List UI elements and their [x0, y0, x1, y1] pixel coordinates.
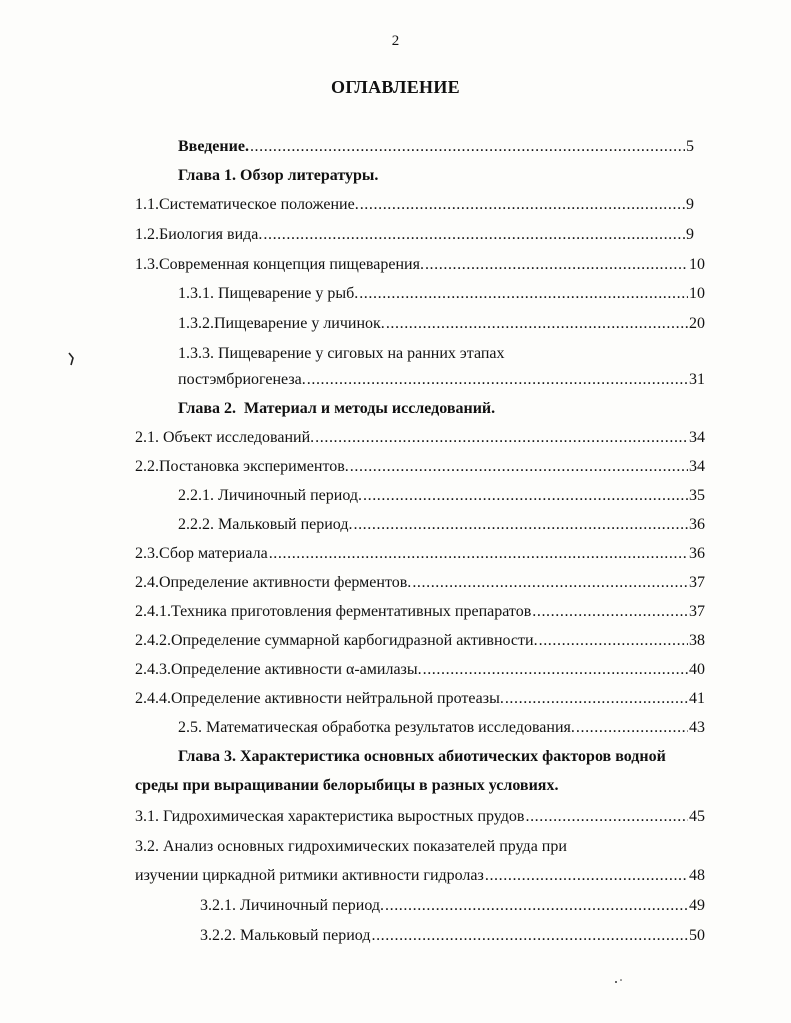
- toc-entry-page: 43: [689, 719, 705, 736]
- dot-leader: [359, 282, 688, 306]
- toc-entry-page: 40: [689, 661, 705, 678]
- toc-entry[interactable]: [135, 253, 705, 277]
- toc-entry-label: среды при выращивании белорыбицы в разных условиях.: [135, 777, 559, 794]
- toc-entry-page: 36: [689, 545, 705, 562]
- toc-entry[interactable]: [135, 864, 705, 888]
- dot-leader: [360, 193, 685, 217]
- toc-entry[interactable]: [135, 426, 705, 450]
- toc-entry-label: Глава 1. Обзор литературы.: [178, 167, 379, 184]
- toc-entry-label: Введение.: [178, 138, 249, 155]
- dot-leader: [525, 805, 688, 829]
- toc-entry[interactable]: [135, 223, 694, 247]
- scan-speck: [614, 978, 624, 984]
- dot-leader: [412, 571, 688, 595]
- toc-entry-label: 2.4.4.Определение активности нейтральной протеазы.: [135, 690, 504, 707]
- dot-leader: [485, 864, 688, 888]
- dot-leader: [532, 600, 688, 624]
- toc-entry-label: 2.4.3.Определение активности α-амилазы.: [135, 661, 422, 678]
- dot-leader: [263, 223, 685, 247]
- toc-entry-page: 34: [689, 458, 705, 475]
- toc-entry-label: 3.2. Анализ основных гидрохимических показателей пруда при: [135, 838, 567, 855]
- toc-entry-label: 2.3.Сбор материала: [135, 545, 268, 562]
- toc-entry-page: 49: [689, 897, 705, 914]
- toc-chapter-heading[interactable]: [178, 397, 495, 421]
- page-number: 2: [391, 33, 400, 49]
- toc-entry[interactable]: [178, 312, 705, 336]
- toc-entry-page: 48: [689, 867, 705, 884]
- toc-entry-page: 50: [689, 927, 705, 944]
- toc-entry-page: 37: [689, 574, 705, 591]
- dot-leader: [371, 924, 688, 948]
- toc-entry-continued[interactable]: [135, 835, 567, 859]
- toc-entry[interactable]: [178, 513, 705, 537]
- toc-entry-label: постэмбриогенеза.: [178, 371, 306, 388]
- dot-leader: [350, 455, 688, 479]
- toc-entry[interactable]: [135, 600, 705, 624]
- dot-leader: [576, 716, 688, 740]
- toc-entry-label: 3.1. Гидрохимическая характеристика выростных прудов: [135, 808, 525, 825]
- toc-entry-label: 2.2.2. Мальковый период.: [178, 516, 353, 533]
- page-title: ОГЛАВЛЕНИЕ: [331, 77, 460, 97]
- toc-entry-page: 10: [689, 285, 705, 302]
- toc-entry-page: 31: [689, 371, 705, 388]
- toc-entry[interactable]: [178, 484, 705, 508]
- dot-leader: [353, 513, 688, 537]
- toc-entry-label: изучении циркадной ритмики активности гидролаз: [135, 867, 484, 884]
- dot-leader: [363, 484, 688, 508]
- margin-pencil-mark: [67, 352, 75, 366]
- toc-entry-page: 20: [689, 315, 705, 332]
- dot-leader: [423, 658, 688, 682]
- toc-entry-page: 41: [689, 690, 705, 707]
- dot-leader: [425, 253, 688, 277]
- toc-entry[interactable]: [178, 135, 694, 159]
- toc-entry-label: 1.3.Современная концепция пищеварения.: [135, 256, 424, 273]
- toc-chapter-heading[interactable]: [178, 745, 666, 769]
- toc-entry[interactable]: [135, 571, 705, 595]
- toc-entry-label: 1.1.Систематическое положение.: [135, 196, 359, 213]
- toc-chapter-heading[interactable]: [178, 164, 378, 188]
- toc-entry-label: 2.4.Определение активности ферментов.: [135, 574, 412, 591]
- dot-leader: [505, 687, 688, 711]
- toc-entry-label: 1.2.Биология вида.: [135, 226, 263, 243]
- toc-entry[interactable]: [178, 716, 705, 740]
- dot-leader: [315, 426, 688, 450]
- dot-leader: [386, 312, 688, 336]
- toc-entry[interactable]: [135, 193, 694, 217]
- toc-entry-label: 2.5. Математическая обработка результатов исследования.: [178, 719, 575, 736]
- toc-entry[interactable]: [135, 658, 705, 682]
- toc-entry-label: 3.2.1. Личиночный период.: [200, 897, 384, 914]
- toc-entry-page: 34: [689, 429, 705, 446]
- toc-entry-label: 2.2.Постановка экспериментов.: [135, 458, 349, 475]
- toc-entry-label: Глава 3. Характеристика основных абиотических факторов водной: [178, 748, 666, 765]
- dot-leader: [539, 629, 688, 653]
- toc-entry-label: 3.2.2. Мальковый период: [200, 927, 371, 944]
- toc-entry[interactable]: [135, 455, 705, 479]
- toc-entry-page: 5: [686, 138, 694, 155]
- dot-leader: [307, 368, 688, 392]
- toc-entry-continued[interactable]: [178, 342, 505, 366]
- toc-entry-label: Глава 2. Материал и методы исследований.: [178, 400, 496, 417]
- toc-entry-label: 1.3.3. Пищеварение у сиговых на ранних этапах: [178, 345, 505, 362]
- toc-entry-page: 45: [689, 808, 705, 825]
- toc-entry[interactable]: [135, 542, 705, 566]
- toc-entry-page: 38: [689, 632, 705, 649]
- toc-entry-page: 10: [689, 256, 705, 273]
- toc-entry[interactable]: [135, 687, 705, 711]
- toc-entry-page: 36: [689, 516, 705, 533]
- toc-entry[interactable]: [200, 894, 705, 918]
- toc-entry[interactable]: [200, 924, 705, 948]
- toc-entry-label: 1.3.1. Пищеварение у рыб.: [178, 285, 359, 302]
- toc-entry-label: 2.4.1.Техника приготовления ферментативных препаратов: [135, 603, 532, 620]
- toc-entry-label: 1.3.2.Пищеварение у личинок.: [178, 315, 385, 332]
- toc-chapter-heading-continued[interactable]: [135, 774, 558, 798]
- toc-entry-label: 2.4.2.Определение суммарной карбогидразной активности.: [135, 632, 538, 649]
- toc-entry-label: 2.1. Объект исследований.: [135, 429, 315, 446]
- dot-leader: [269, 542, 688, 566]
- dot-leader: [250, 135, 685, 159]
- toc-entry-page: 35: [689, 487, 705, 504]
- toc-entry[interactable]: [178, 282, 705, 306]
- toc-entry-page: 37: [689, 603, 705, 620]
- toc-entry[interactable]: [135, 629, 705, 653]
- toc-entry[interactable]: [135, 805, 705, 829]
- toc-entry-page: 9: [686, 196, 694, 213]
- toc-entry-label: 2.2.1. Личиночный период.: [178, 487, 362, 504]
- toc-entry[interactable]: [178, 368, 705, 392]
- toc-entry-page: 9: [686, 226, 694, 243]
- dot-leader: [385, 894, 688, 918]
